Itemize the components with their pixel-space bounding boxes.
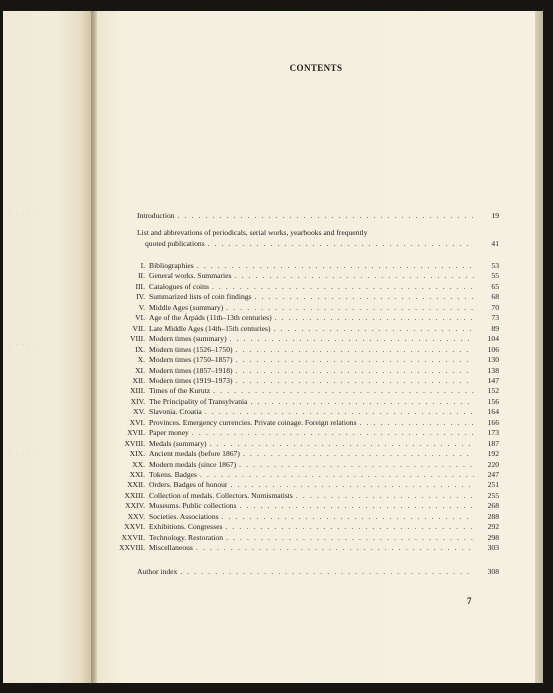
toc-entry-chapter[interactable] bbox=[87, 418, 499, 428]
entry-label: Museums. Public collections bbox=[149, 501, 237, 511]
toc-entry-abbrevations-line1[interactable]: List and abbrevations of periodicals, serial works, yearbooks and frequently bbox=[137, 228, 368, 237]
toc-entry-chapter[interactable] bbox=[87, 261, 499, 271]
toc-entry-introduction[interactable] bbox=[137, 211, 499, 221]
entry-label: Age of the Árpáds (11th–13th centuries) bbox=[149, 313, 272, 323]
entry-label: Modern times (1750–1857) bbox=[149, 355, 233, 365]
entry-page: 104 bbox=[487, 334, 499, 344]
entry-page: 187 bbox=[487, 438, 499, 448]
entry-page: 73 bbox=[491, 313, 499, 323]
entry-label: Paper money bbox=[149, 428, 189, 438]
entry-label: Catalogues of coins bbox=[149, 281, 209, 291]
chapter-number: IV. bbox=[136, 292, 145, 302]
entry-page: 308 bbox=[487, 567, 499, 576]
right-page bbox=[97, 11, 535, 683]
entry-label: Author index bbox=[137, 567, 178, 576]
toc-entry-chapter[interactable] bbox=[87, 449, 499, 459]
chapter-number: VI. bbox=[135, 313, 145, 323]
chapter-number: XXVII. bbox=[121, 532, 145, 542]
chapter-number: VII. bbox=[132, 323, 145, 333]
toc-entry-author-index[interactable] bbox=[137, 567, 499, 577]
entry-page: 303 bbox=[487, 543, 499, 553]
entry-label: Collection of medals. Collectors. Numismatists bbox=[149, 490, 293, 500]
entry-page: 288 bbox=[487, 511, 499, 521]
entry-page: 292 bbox=[487, 522, 499, 532]
chapter-number: XXIII. bbox=[124, 490, 145, 500]
entry-label: Provinces. Emergency currencies. Private coinage. Foreign relations bbox=[149, 417, 357, 427]
chapter-number: XXII. bbox=[127, 480, 145, 490]
entry-page: 138 bbox=[487, 365, 499, 375]
entry-label: Orders. Badges of honour bbox=[149, 480, 228, 490]
entry-page: 89 bbox=[491, 323, 499, 333]
entry-page: 152 bbox=[487, 386, 499, 396]
toc-entry-chapter[interactable] bbox=[87, 271, 499, 281]
entry-label: Slavonia. Croatia bbox=[149, 407, 202, 417]
chapter-number: XIX. bbox=[129, 449, 145, 459]
entry-label: Modern times (1857–1918) bbox=[149, 365, 233, 375]
entry-page: 251 bbox=[487, 480, 499, 490]
toc-entry-chapter[interactable] bbox=[87, 407, 499, 417]
toc-entry-chapter[interactable] bbox=[87, 512, 499, 522]
entry-label: Modern times (1526–1750) bbox=[149, 344, 233, 354]
toc-entry-chapter[interactable] bbox=[87, 292, 499, 302]
entry-page: 130 bbox=[487, 355, 499, 365]
entry-page: 220 bbox=[487, 459, 499, 469]
toc-entry-chapter[interactable] bbox=[87, 334, 499, 344]
chapter-number: XVI. bbox=[129, 417, 145, 427]
entry-label: Medals (summary) bbox=[149, 438, 207, 448]
entry-page: 147 bbox=[487, 375, 499, 385]
entry-label: The Principality of Transylvania bbox=[149, 396, 248, 406]
entry-label: Middle Ages (summary) bbox=[149, 302, 224, 312]
chapter-number: XI. bbox=[135, 365, 145, 375]
entry-page: 164 bbox=[487, 407, 499, 417]
chapter-number: VIII. bbox=[130, 334, 145, 344]
entry-label: Bibliographies bbox=[149, 261, 194, 270]
page-number: 7 bbox=[467, 596, 472, 606]
chapter-number: XVII. bbox=[127, 428, 145, 438]
entry-label: Times of the Kurutz bbox=[149, 386, 211, 396]
entry-label: Miscellaneous bbox=[149, 543, 193, 553]
entry-label: Summarized lists of coin findings bbox=[149, 292, 252, 302]
chapter-number: X. bbox=[137, 355, 145, 365]
toc-entry-chapter[interactable] bbox=[87, 324, 499, 334]
chapter-number: V. bbox=[138, 302, 145, 312]
entry-page: 247 bbox=[487, 470, 499, 479]
entry-label: General works. Summaries bbox=[149, 271, 232, 281]
chapter-number: XV. bbox=[133, 407, 145, 417]
entry-label: Introduction bbox=[137, 211, 175, 220]
chapter-number: XXV. bbox=[127, 511, 145, 521]
entry-label: Ancient medals (before 1867) bbox=[149, 449, 240, 459]
chapter-number: II. bbox=[138, 271, 145, 281]
entry-label: Societies. Associations bbox=[149, 511, 219, 521]
toc-entry-chapter[interactable] bbox=[87, 522, 499, 532]
toc-entry-chapter[interactable] bbox=[87, 303, 499, 313]
toc-entry-chapter[interactable] bbox=[87, 397, 499, 407]
entry-page: 55 bbox=[491, 271, 499, 281]
chapter-number: XIII. bbox=[130, 386, 145, 396]
toc-entry-chapter[interactable] bbox=[87, 533, 499, 543]
toc-entry-chapter[interactable] bbox=[87, 543, 499, 553]
entry-page: 70 bbox=[491, 302, 499, 312]
entry-label: Modern medals (since 1867) bbox=[149, 459, 237, 469]
entry-label: Modern times (summary) bbox=[149, 334, 227, 344]
entry-page: 65 bbox=[491, 281, 499, 291]
chapter-number: XXVIII. bbox=[119, 543, 145, 553]
entry-label: Tokens. Badges bbox=[149, 470, 197, 479]
toc-entry-chapter[interactable] bbox=[87, 345, 499, 355]
chapter-number: XII. bbox=[132, 375, 145, 385]
entry-page: 166 bbox=[487, 417, 499, 427]
chapter-number: III. bbox=[135, 281, 145, 291]
entry-page: 268 bbox=[487, 501, 499, 511]
toc-entry-chapter[interactable] bbox=[87, 501, 499, 511]
entry-page: 255 bbox=[487, 490, 499, 500]
entry-page: 41 bbox=[491, 239, 499, 248]
toc-entry-chapter[interactable] bbox=[87, 480, 499, 490]
toc-entry-chapter[interactable] bbox=[87, 460, 499, 470]
toc-entry-chapter[interactable] bbox=[87, 491, 499, 501]
toc-entry-chapter[interactable] bbox=[87, 366, 499, 376]
chapter-number: XXIV. bbox=[125, 501, 145, 511]
left-page: · · · · · · · · · · · · · · · bbox=[3, 11, 91, 683]
entry-page: 53 bbox=[491, 261, 499, 270]
entry-page: 298 bbox=[487, 532, 499, 542]
entry-page: 156 bbox=[487, 396, 499, 406]
entry-label: Late Middle Ages (14th–15th centuries) bbox=[149, 323, 271, 333]
chapter-number: I. bbox=[140, 261, 145, 270]
chapter-number: XIV. bbox=[130, 396, 145, 406]
toc-entry-abbrevations[interactable] bbox=[145, 239, 499, 249]
chapter-number: IX. bbox=[135, 344, 145, 354]
page-title: CONTENTS bbox=[289, 63, 343, 73]
toc-entry-chapter[interactable] bbox=[87, 376, 499, 386]
entry-label: Modern times (1919–1973) bbox=[149, 375, 233, 385]
entry-page: 68 bbox=[491, 292, 499, 302]
page-edge bbox=[535, 11, 543, 683]
chapter-number: XXI. bbox=[129, 470, 145, 479]
toc-entry-chapter[interactable] bbox=[87, 470, 499, 480]
toc-entry-chapter[interactable] bbox=[87, 386, 499, 396]
toc-entry-chapter[interactable] bbox=[87, 313, 499, 323]
entry-label: Technology. Restoration bbox=[149, 532, 224, 542]
entry-label: Exhibitions. Congresses bbox=[149, 522, 223, 532]
entry-label: quoted publications bbox=[145, 239, 205, 248]
chapter-number: XVIII. bbox=[124, 438, 145, 448]
entry-page: 106 bbox=[487, 344, 499, 354]
toc-entry-chapter[interactable] bbox=[87, 355, 499, 365]
entry-page: 173 bbox=[487, 428, 499, 438]
toc-entry-chapter[interactable] bbox=[87, 439, 499, 449]
entry-page: 19 bbox=[491, 211, 499, 220]
chapter-number: XXVI. bbox=[124, 522, 145, 532]
toc-entry-chapter[interactable] bbox=[87, 282, 499, 292]
chapter-number: XX. bbox=[132, 459, 145, 469]
toc-entry-chapter[interactable] bbox=[87, 428, 499, 438]
entry-page: 192 bbox=[487, 449, 499, 459]
